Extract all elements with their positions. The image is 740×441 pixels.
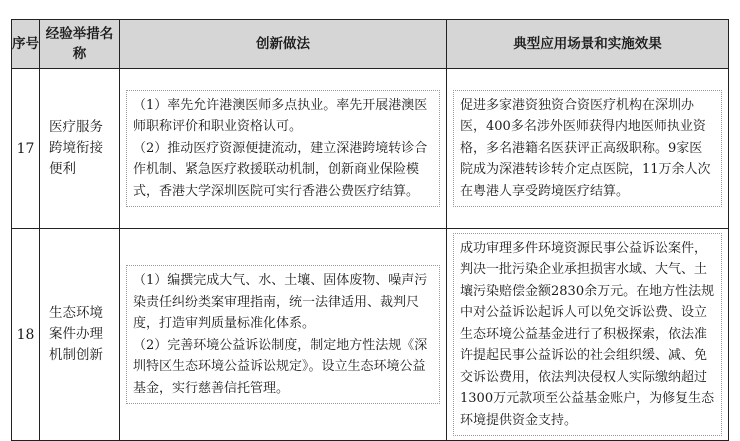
effect-text-box <box>453 90 722 208</box>
row-number: 18 <box>12 229 40 441</box>
header-measure-name: 经验举措名称 <box>40 20 120 69</box>
header-no: 序号 <box>12 20 40 69</box>
row-number: 17 <box>12 69 40 229</box>
practice-item: （1）编撰完成大气、水、土壤、固体废物、噪声污染责任纠纷类案审理指南，统一法律适用、裁判尺度，打造审判质量标准化体系。 <box>133 273 428 331</box>
practice-text-box <box>126 265 440 404</box>
table-row <box>12 69 729 229</box>
effect-text: 促进多家港资独资合资医疗机构在深圳办医，400多名涉外医师获得内地医师执业资格，多名港籍名医获评正高级职称。9家医院成为深港转诊转介定点医院，11万余人次在粤港人享受跨境医疗结算。 <box>460 97 711 199</box>
effect-cell <box>447 229 729 441</box>
practice-item: （1）率先允许港澳医师多点执业。率先开展港澳医师职称评价和职业资格认可。 <box>133 97 428 135</box>
practice-item: （2）推动医疗资源便捷流动，建立深港跨境转诊合作机制、紧急医疗救援联动机制，创新商业保险模式，香港大学深圳医院可实行香港公费医疗结算。 <box>133 140 428 199</box>
table-header-row <box>12 20 729 69</box>
effect-text: 成功审理多件环境资源民事公益诉讼案件，判决一批污染企业承担损害水域、大气、土壤污染赔偿金额2830余万元。在地方性法规中对公益诉讼起诉人可以免交诉讼费、设立生态环境公益基金进行了积极探索，依法准许提起民事公益诉讼的社会组织缓、减、免交诉讼费用，依法判决侵权人实际缴纳超过1300万元款项至公益基金账户，为修复生态环境提供资金支持。 <box>460 240 715 428</box>
header-innovative-practice: 创新做法 <box>120 20 447 69</box>
effect-text-box <box>453 233 722 437</box>
practice-cell <box>120 229 447 441</box>
measure-name: 医疗服务跨境衔接便利 <box>40 69 120 229</box>
header-application-effect: 典型应用场景和实施效果 <box>447 20 729 69</box>
measures-table <box>11 19 729 441</box>
practice-item: （2）完善环境公益诉讼制度，制定地方性法规《深圳特区生态环境公益诉讼规定》。设立生态环境公益基金，实行慈善信托管理。 <box>133 337 428 396</box>
effect-cell <box>447 69 729 229</box>
table-row <box>12 229 729 441</box>
measure-name: 生态环境案件办理机制创新 <box>40 229 120 441</box>
practice-text-box <box>126 90 440 208</box>
practice-cell <box>120 69 447 229</box>
